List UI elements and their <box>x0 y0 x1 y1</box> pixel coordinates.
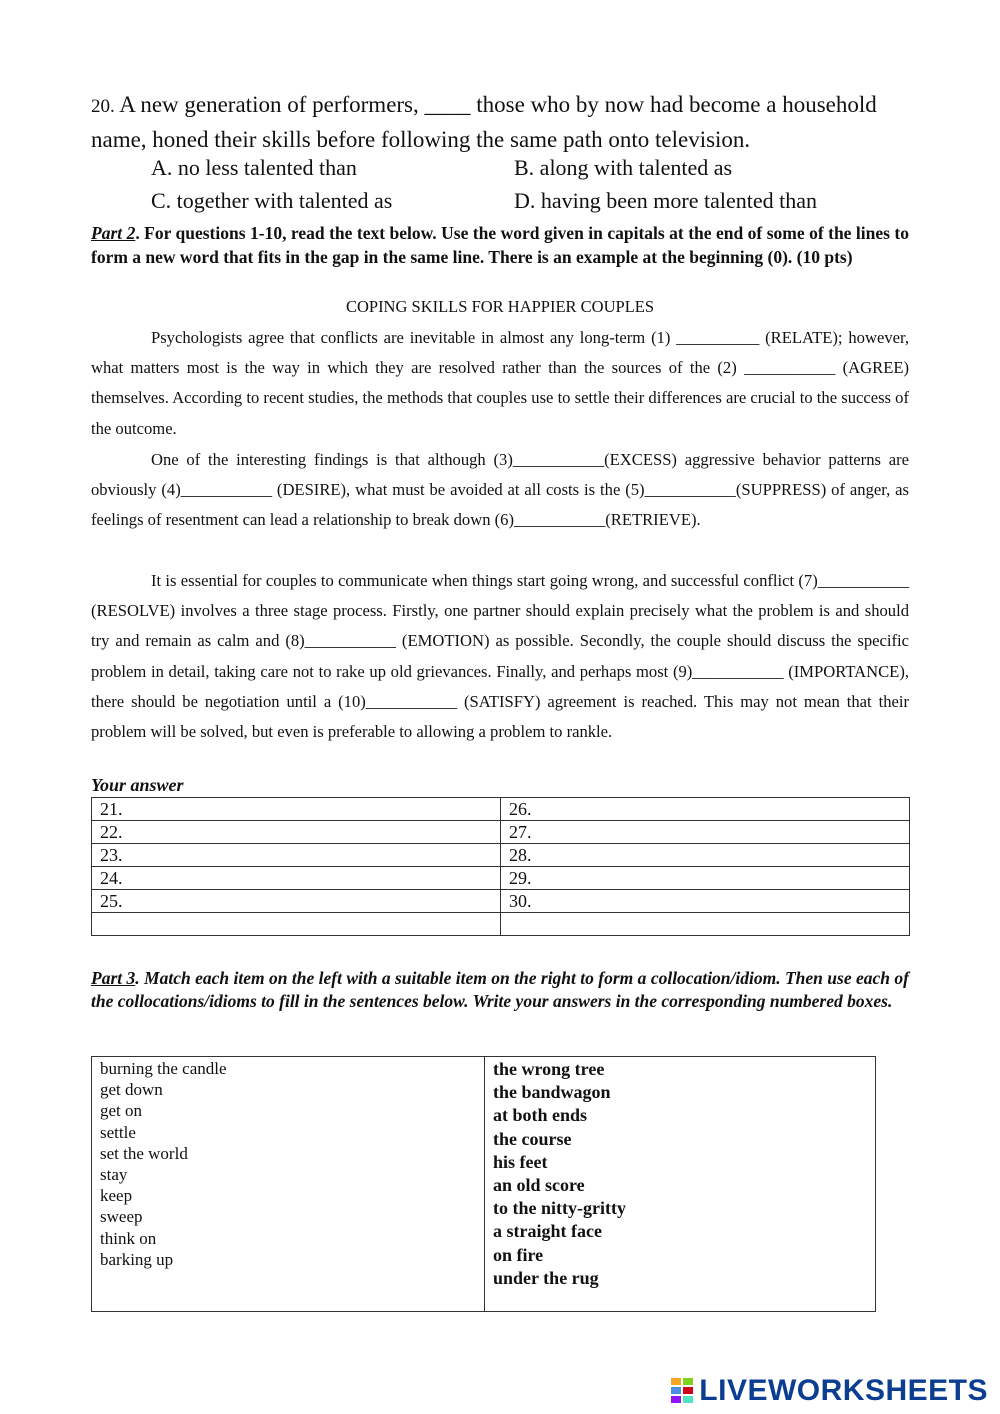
list-item: think on <box>100 1228 157 1248</box>
option-c: C. together with talented as <box>151 188 393 213</box>
table-row <box>92 798 910 821</box>
list-item: keep <box>100 1186 133 1206</box>
liveworksheets-logo-icon <box>671 1378 695 1404</box>
question-number: 20. <box>91 96 115 117</box>
passage-paragraph-1: Psychologists agree that conflicts are inevitable in almost any long-term (1) __________ (RELATE); however, what matters most is the way in which they are resolved rather than the sources of the (2) ___________ (AGREE) themselves. According to recent studies, the methods that couples use to settle their differences are crucial to the success of the outcome. <box>91 328 909 438</box>
list-item: stay <box>100 1165 128 1185</box>
liveworksheets-logo <box>671 1374 988 1408</box>
answer-cell-27[interactable]: 27. <box>501 821 910 844</box>
list-item: the bandwagon <box>493 1082 611 1103</box>
list-item: under the rug <box>493 1267 599 1288</box>
table-row <box>92 821 910 844</box>
table-row <box>92 844 910 867</box>
table-row <box>92 890 910 913</box>
list-item: barking up <box>100 1249 174 1269</box>
question-20 <box>91 88 909 156</box>
list-item: get on <box>100 1101 143 1121</box>
list-item: an old score <box>493 1175 585 1196</box>
table-row <box>92 867 910 890</box>
answer-cell-21[interactable]: 21. <box>92 798 501 821</box>
passage-paragraph-2: One of the interesting findings is that although (3)___________(EXCESS) aggressive behavior patterns are obviously (4)___________ (DESIRE), what must be avoided at all costs is the (5)___________(SUPPRESS) of anger, as feelings of resentment can lead a relationship to break down (6)___________(RETRIEVE). <box>91 450 909 530</box>
answer-cell-empty <box>501 913 910 936</box>
right-column <box>493 1058 626 1290</box>
passage-title: COPING SKILLS FOR HAPPIER COUPLES <box>345 297 655 316</box>
list-item: a straight face <box>493 1221 602 1242</box>
list-item: the wrong tree <box>493 1059 605 1079</box>
option-d: D. having been more talented than <box>514 188 818 213</box>
list-item: settle <box>100 1122 136 1142</box>
list-item: sweep <box>100 1207 143 1227</box>
list-item: set the world <box>100 1143 188 1163</box>
passage-paragraph-3: It is essential for couples to communicate when things start going wrong, and successful conflict (7)___________ (RESOLVE) involves a three stage process. Firstly, one partner should explain precisely what the problem is and should try and remain as calm and (8)___________ (EMOTION) as possible. Secondly, the couple should discuss the specific problem in detail, taking care not to rake up old grievances. Finally, and perhaps most (9)___________ (IMPORTANCE), there should be negotiation until a (10)___________ (SATISFY) agreement is reached. This may not mean that their problem will be solved, but even is preferable to allowing a problem to rankle. <box>91 571 909 742</box>
answer-cell-23[interactable]: 23. <box>92 844 501 867</box>
answer-cell-24[interactable]: 24. <box>92 867 501 890</box>
question-20-stem: 20. A new generation of performers, ____ those who by now had become a household name, honed their skills before following the same path onto television. <box>91 92 877 152</box>
list-item: at both ends <box>493 1105 588 1126</box>
matching-table <box>91 1056 876 1312</box>
part3-instruction: Part 3. Match each item on the left with a suitable item on the right to form a collocation/idiom. Then use each of the collocations/idioms to fill in the sentences below. Write your answers in the corresponding numbered boxes. <box>91 968 909 1011</box>
part3-label: Part 3 <box>91 968 136 988</box>
answer-cell-22[interactable]: 22. <box>92 821 501 844</box>
list-item: get down <box>100 1080 163 1100</box>
left-column <box>100 1058 227 1270</box>
list-item: his feet <box>493 1151 548 1172</box>
list-item: on fire <box>493 1244 544 1265</box>
answer-cell-30[interactable]: 30. <box>501 890 910 913</box>
part2-label: Part 2 <box>91 223 136 243</box>
answer-table <box>91 797 910 936</box>
answer-cell-29[interactable]: 29. <box>501 867 910 890</box>
answer-cell-28[interactable]: 28. <box>501 844 910 867</box>
option-b: B. along with talented as <box>514 155 733 180</box>
column-divider <box>484 1057 485 1311</box>
your-answer-label: Your answer <box>91 775 184 795</box>
table-row <box>92 913 910 936</box>
answer-cell-25[interactable]: 25. <box>92 890 501 913</box>
list-item: burning the candle <box>100 1059 227 1078</box>
answer-cell-empty <box>92 913 501 936</box>
list-item: to the nitty-gritty <box>493 1198 626 1219</box>
brand-name: LIVEWORKSHEETS <box>699 1374 988 1407</box>
option-a: A. no less talented than <box>151 155 357 180</box>
answer-cell-26[interactable]: 26. <box>501 798 910 821</box>
list-item: the course <box>493 1128 572 1149</box>
part2-instruction: Part 2. For questions 1-10, read the text below. Use the word given in capitals at the end of some of the lines to form a new word that fits in the gap in the same line. There is an example at the beginning (0). (10 pts) <box>91 223 909 267</box>
